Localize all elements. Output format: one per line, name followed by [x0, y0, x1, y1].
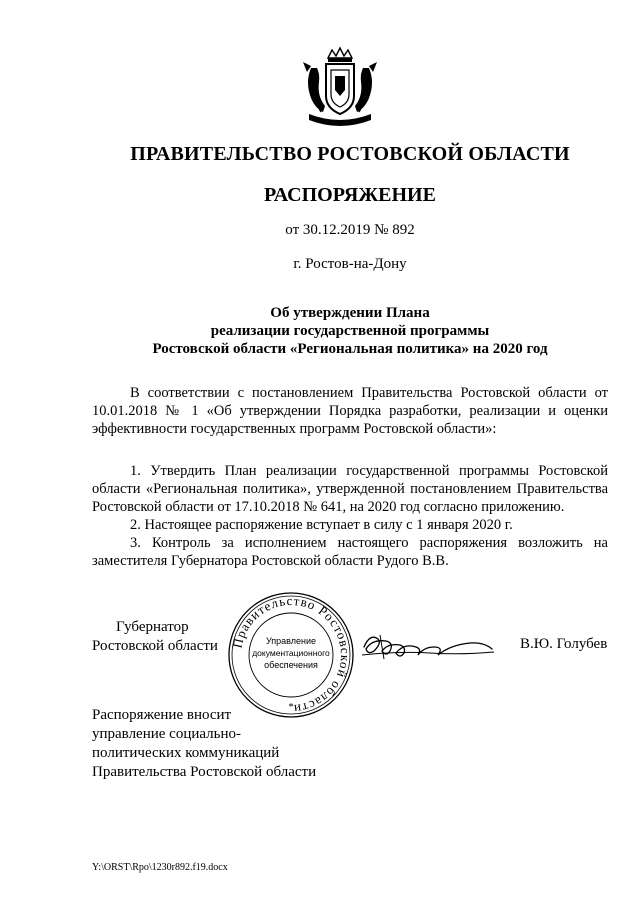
coat-of-arms-icon [301, 46, 379, 130]
document-type: РАСПОРЯЖЕНИЕ [264, 184, 436, 206]
resolution-item-2: 2. Настоящее распоряжение вступает в силу с 1 января 2020 г. [130, 517, 513, 533]
submitter-line: управление социально- [92, 726, 242, 742]
svg-text:*: * [288, 702, 294, 713]
subject-line: Ростовской области «Региональная политика» на 2020 год [152, 341, 548, 357]
document-subject [0, 304, 640, 358]
signatory-title [92, 618, 218, 656]
signatory-title-line: Губернатор [116, 619, 189, 635]
preamble-paragraph: В соответствии с постановлением Правительства Ростовской области от 10.01.2018 № 1 «Об утверждении Порядка разработки, реализации и оценки эффективности государственных программ Ростовской области»: [92, 385, 608, 437]
submitter-block [92, 706, 316, 782]
seal-inner-text: документационного [252, 648, 330, 658]
submitter-line: политических коммуникаций [92, 745, 280, 761]
seal-inner-text: Управление [265, 636, 317, 646]
resolution-item-3: 3. Контроль за исполнением настоящего распоряжения возложить на заместителя Губернатора Ростовской области Рудого В.В. [92, 535, 608, 569]
signatory-title-line: Ростовской области [92, 638, 218, 654]
file-path-footer: Y:\ORST\Rpo\1230r892.f19.docx [92, 862, 228, 873]
organization-title: ПРАВИТЕЛЬСТВО РОСТОВСКОЙ ОБЛАСТИ [130, 143, 570, 165]
signature-icon [360, 625, 496, 665]
submitter-line: Распоряжение вносит [92, 707, 232, 723]
document-city: г. Ростов-на-Дону [293, 256, 407, 272]
official-seal-icon [226, 590, 356, 720]
resolution-item-1: 1. Утвердить План реализации государственной программы Ростовской области «Региональная политика», утвержденной постановлением Правительства Ростовской области от 17.10.2018 № 641, на 2020 год согласно приложению. [92, 463, 608, 515]
subject-line: реализации государственной программы [210, 323, 490, 339]
subject-line: Об утверждении Плана [270, 305, 430, 321]
seal-inner-text: обеспечения [264, 660, 318, 670]
signatory-name: В.Ю. Голубев [520, 636, 608, 652]
document-date-number: от 30.12.2019 № 892 [285, 222, 415, 238]
submitter-line: Правительства Ростовской области [92, 764, 317, 780]
seal-outer-text: Правительство Ростовской области [229, 592, 354, 718]
